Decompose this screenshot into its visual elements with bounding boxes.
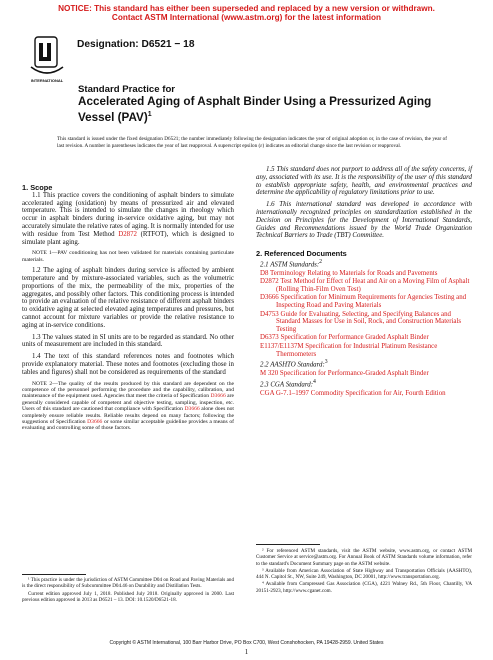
reference-item bbox=[256, 270, 472, 278]
footnote-4: ⁴ Available from Compressed Gas Association (CGA), 4221 Walney Rd., 5th Floor, Chantilly, VA 20151-2923, http://www.cganet.com. bbox=[256, 581, 472, 594]
reference-code-link[interactable]: D3666 bbox=[260, 294, 279, 302]
reference-title-link[interactable]: Specification for Industrial Platinum Resistance Thermometers bbox=[276, 342, 438, 358]
paragraph-1-6: 1.6 This international standard was developed in accordance with internationally recognized principles on standardization established in the Decision on Principles for the Development of International Standards, Guides and Recommendations issued by the World Trade Organization Technical Barriers to Trade (TBT) Committee. bbox=[256, 201, 472, 240]
footnote-1: ¹ This practice is under the jurisdiction of ASTM Committee D04 on Road and Paving Materials and is the direct responsibility of Subcommittee D04.46 on Durability and Distillation Tests. bbox=[22, 577, 234, 590]
astm-standards-heading bbox=[256, 259, 472, 269]
footnote-1-edition: Current edition approved July 1, 2018. Published July 2018. Originally approved in 2000. Last previous edition approved in 2013 as D6521 – 13. DOI: 10.1520/D6521-18. bbox=[22, 590, 234, 603]
right-column bbox=[256, 166, 472, 399]
footnote-divider bbox=[22, 574, 86, 575]
note-1: NOTE 1—PAV conditioning has not been validated for materials containing particulate materials. bbox=[22, 250, 234, 263]
footnotes-left bbox=[22, 577, 234, 604]
issuance-note: This standard is issued under the fixed designation D6521; the number immediately following the designation indicates the year of original adoption or, in the case of revision, the year of last revision. A number in parentheses indicates the year of last reapproval. A superscript epsilon (ε) indicates an editorial change since the last revision or reapproval. bbox=[57, 136, 447, 149]
cga-standard-heading bbox=[256, 379, 472, 389]
reference-code-link[interactable]: E1137/E1137M bbox=[260, 342, 304, 350]
reference-item bbox=[256, 390, 472, 398]
footnote-3: ³ Available from American Association of State Highway and Transportation Officials (AASHTO), 444 N. Capitol St., NW, Suite 249, Washington, DC 20001, http://www.transportation.org. bbox=[256, 567, 472, 581]
paragraph-1-5: 1.5 This standard does not purport to address all of the safety concerns, if any, associated with its use. It is the responsibility of the user of this standard to establish appropriate safety, health, and environmental practices and determine the applicability of regulatory limitations prior to use. bbox=[256, 166, 472, 197]
aashto-standard-label: 2.2 AASHTO Standard: bbox=[260, 361, 325, 369]
reference-code-link[interactable]: D8 bbox=[260, 270, 269, 278]
section-heading-scope: 1. Scope bbox=[22, 183, 53, 192]
paragraph-1-4: 1.4 The text of this standard references notes and footnotes which provide explanatory material. These notes and footnotes (excluding those in tables and figures) shall not be considered as requirements of the standard bbox=[22, 353, 234, 376]
paragraph-1-3: 1.3 The values stated in SI units are to be regarded as standard. No other units of measurement are included in this standard. bbox=[22, 333, 234, 349]
notice-line-2: Contact ASTM International (www.astm.org) for the latest information bbox=[111, 13, 382, 23]
logo-wordmark: INTERNATIONAL bbox=[30, 78, 64, 83]
document-title bbox=[78, 95, 458, 124]
section-heading-referenced-documents: 2. Referenced Documents bbox=[256, 249, 347, 259]
astm-standards-label: 2.1 ASTM Standards: bbox=[260, 261, 320, 269]
reference-item bbox=[256, 370, 472, 378]
reference-code-link[interactable]: D6373 bbox=[260, 334, 279, 342]
cga-reference-list bbox=[256, 390, 472, 398]
astm-logo-icon bbox=[27, 35, 67, 85]
withdrawal-notice bbox=[0, 4, 493, 23]
standard-type-label: Standard Practice for bbox=[78, 84, 176, 95]
reference-item bbox=[256, 278, 472, 294]
paragraph-1-1-end: (RTFOT), which is designed to simulate plant aging. bbox=[22, 230, 234, 246]
ref-link-d3666[interactable]: D3666 bbox=[87, 418, 103, 425]
reference-code-link[interactable]: M 320 bbox=[260, 370, 279, 378]
ref-link-d3666[interactable]: D3666 bbox=[210, 393, 226, 400]
reference-title-link[interactable]: Test Method for Effect of Heat and Air on a Moving Film of Asphalt (Rolling Thin-Film Oven Test) bbox=[276, 278, 470, 294]
note-2 bbox=[22, 381, 234, 432]
reference-title-link[interactable]: Guide for Evaluating, Selecting, and Specifying Balances and Standard Masses for Use in Soil, Rock, and Construction Materials Testing bbox=[276, 310, 462, 334]
note-2-text-d: or some similar acceptable guideline provides a means of evaluating and controlling some of those factors. bbox=[22, 418, 234, 432]
designation: Designation: D6521 − 18 bbox=[77, 39, 195, 50]
reference-title-link[interactable]: Commodity Specification for Air, Fourth Edition bbox=[310, 390, 446, 398]
reference-item bbox=[256, 294, 472, 310]
title-footnote-marker: 1 bbox=[147, 111, 152, 119]
footnote-marker: 4 bbox=[313, 379, 316, 386]
note-2-text-a: NOTE 2—The quality of the results produced by this standard are dependent on the competence of the personnel performing the procedure and the capability, calibration, and maintenance of the equipment used. Agencies that meet the criteria of Specification bbox=[22, 380, 234, 400]
reference-code-link[interactable]: D4753 bbox=[260, 310, 279, 318]
aashto-standard-heading bbox=[256, 359, 472, 369]
note-2-text-c: alone does not completely ensure reliable results. Reliable results depend on many factors; following the suggestions of Specification bbox=[22, 406, 234, 425]
copyright-footer: Copyright © ASTM International, 100 Barr Harbor Drive, PO Box C700, West Conshohocken, PA 19428-2959. United States bbox=[109, 640, 384, 646]
reference-code-link[interactable]: CGA G-7.1–1997 bbox=[260, 390, 310, 398]
ref-link-d3666[interactable]: D3666 bbox=[184, 406, 200, 413]
reference-item bbox=[256, 311, 472, 334]
reference-title-link[interactable]: Specification for Minimum Requirements for Agencies Testing and Inspecting Road and Paving Materials bbox=[276, 294, 467, 310]
reference-code-link[interactable]: D2872 bbox=[260, 278, 279, 286]
reference-item bbox=[256, 334, 472, 342]
footnote-marker: 3 bbox=[324, 359, 328, 366]
paragraph-1-2: 1.2 The aging of asphalt binders during service is affected by ambient temperature and by mixture-associated variables, such as the volumetric proportions of the mix, the permeability of the mix, properties of the aggregates, and possibly other factors. This conditioning process is intended to provide an evaluation of the relative resistance of different asphalt binders to oxidative aging at selected elevated aging temperatures and pressures, but cannot account for mixture variables or provide the relative resistance to aging at in-service conditions. bbox=[22, 267, 234, 329]
astm-reference-list bbox=[256, 270, 472, 358]
page-number: 1 bbox=[244, 648, 249, 656]
left-column bbox=[22, 184, 234, 436]
title-text: Accelerated Aging of Asphalt Binder Using a Pressurized Aging Vessel (PAV) bbox=[78, 95, 432, 125]
footnotes-right bbox=[256, 548, 472, 595]
footnote-marker: 2 bbox=[319, 258, 323, 265]
aashto-reference-list bbox=[256, 370, 472, 378]
paragraph-1-1-text: 1.1 This practice covers the conditioning of asphalt binders to simulate accelerated aging (oxidation) by means of pressurized air and elevated temperature. This is intended to simulate the changes in rheology which occur in asphalt binders during in-service oxidative aging, but may not accurately simulate the relative rates of aging. It is normally intended for use with residue from Test Method bbox=[22, 191, 234, 238]
reference-title-link[interactable]: Terminology Relating to Materials for Roads and Pavements bbox=[270, 270, 438, 278]
footnote-2: ² For referenced ASTM standards, visit the ASTM website, www.astm.org, or contact ASTM Customer Service at service@astm.org. For Annual Book of ASTM Standards volume information, refer to the standard's Document Summary page on the ASTM website. bbox=[256, 548, 472, 567]
reference-item bbox=[256, 343, 472, 359]
note-2-text-b: are generally considered capable of competent and objective testing, sampling, inspection, etc. Users of this standard are cautioned that compliance with Specification bbox=[22, 393, 234, 413]
paragraph-1-1 bbox=[22, 192, 234, 247]
footnote-divider bbox=[256, 544, 320, 545]
reference-title-link[interactable]: Specification for Performance-Graded Asphalt Binder bbox=[279, 370, 429, 378]
reference-title-link[interactable]: Specification for Performance Graded Asphalt Binder bbox=[280, 334, 429, 342]
cga-standard-label: 2.3 CGA Standard: bbox=[260, 381, 314, 389]
ref-link-d2872[interactable]: D2872 bbox=[118, 230, 137, 238]
notice-line-1: NOTICE: This standard has either been superseded and replaced by a new version or withdrawn. bbox=[58, 4, 435, 13]
